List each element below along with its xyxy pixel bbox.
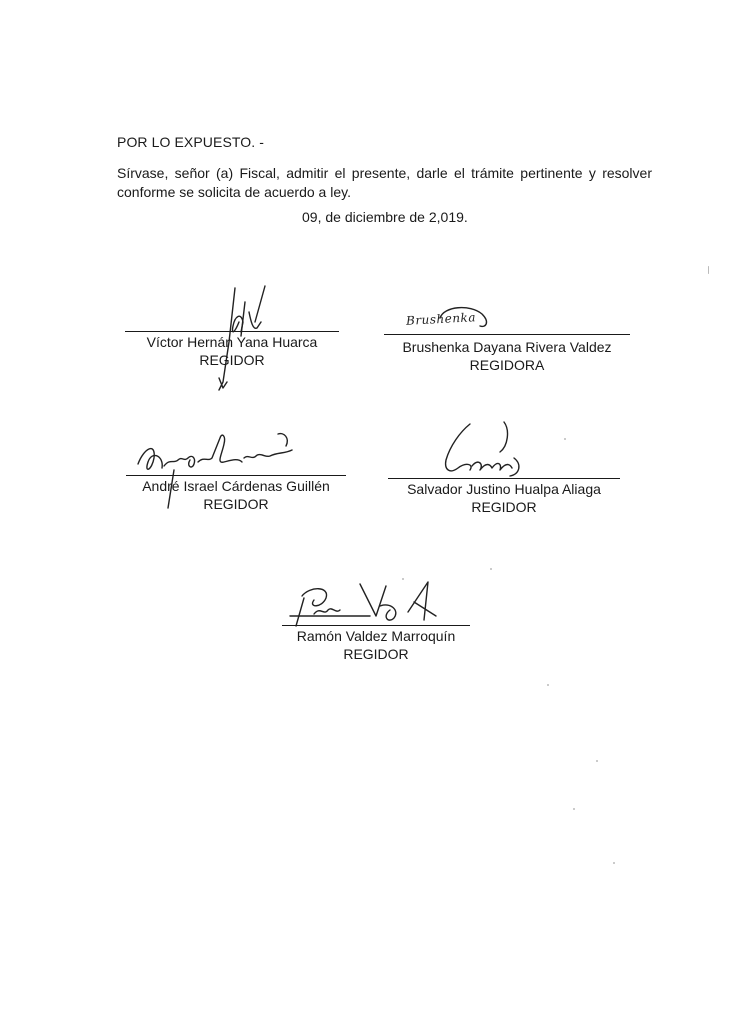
signatory-role: REGIDOR: [199, 352, 265, 368]
scan-speck: [613, 862, 615, 864]
signature-line-ramon: [282, 625, 470, 626]
signatory-name: Brushenka Dayana Rivera Valdez: [402, 339, 612, 355]
signatory-role: REGIDOR: [471, 499, 537, 515]
signature-brushenka-text: Brushenka: [405, 310, 477, 328]
signatory-salvador: [388, 480, 620, 516]
scan-speck: [564, 438, 566, 440]
scan-speck: [573, 808, 575, 810]
scan-speck: [547, 684, 549, 686]
scan-speck: [402, 578, 404, 580]
signature-line-brushenka: [384, 334, 630, 335]
scan-speck: [596, 760, 598, 762]
signatory-role: REGIDOR: [343, 646, 409, 662]
signatory-role: REGIDOR: [203, 496, 269, 512]
document-date: 09, de diciembre de 2,019.: [302, 209, 468, 225]
scan-speck: [708, 266, 709, 274]
signature-line-andre: [126, 475, 346, 476]
signature-line-victor: [125, 331, 339, 332]
signatory-ramon: [282, 627, 470, 663]
signatory-andre: [126, 477, 346, 513]
signature-line-salvador: [388, 478, 620, 479]
scan-speck: [490, 568, 492, 570]
section-heading: POR LO EXPUESTO. -: [117, 134, 265, 150]
signatory-brushenka: [384, 338, 630, 374]
signatory-victor: [125, 333, 339, 369]
signatory-role: REGIDORA: [469, 357, 545, 373]
signatory-name: Víctor Hernán Yana Huarca: [146, 334, 318, 350]
signatory-name: Salvador Justino Hualpa Aliaga: [407, 481, 601, 497]
signatory-name: Ramón Valdez Marroquín: [296, 628, 456, 644]
request-paragraph: Sírvase, señor (a) Fiscal, admitir el presente, darle el trámite pertinente y resolver conforme se solicita de acuerdo a ley.: [117, 165, 652, 200]
signatory-name: André Israel Cárdenas Guillén: [142, 478, 330, 494]
